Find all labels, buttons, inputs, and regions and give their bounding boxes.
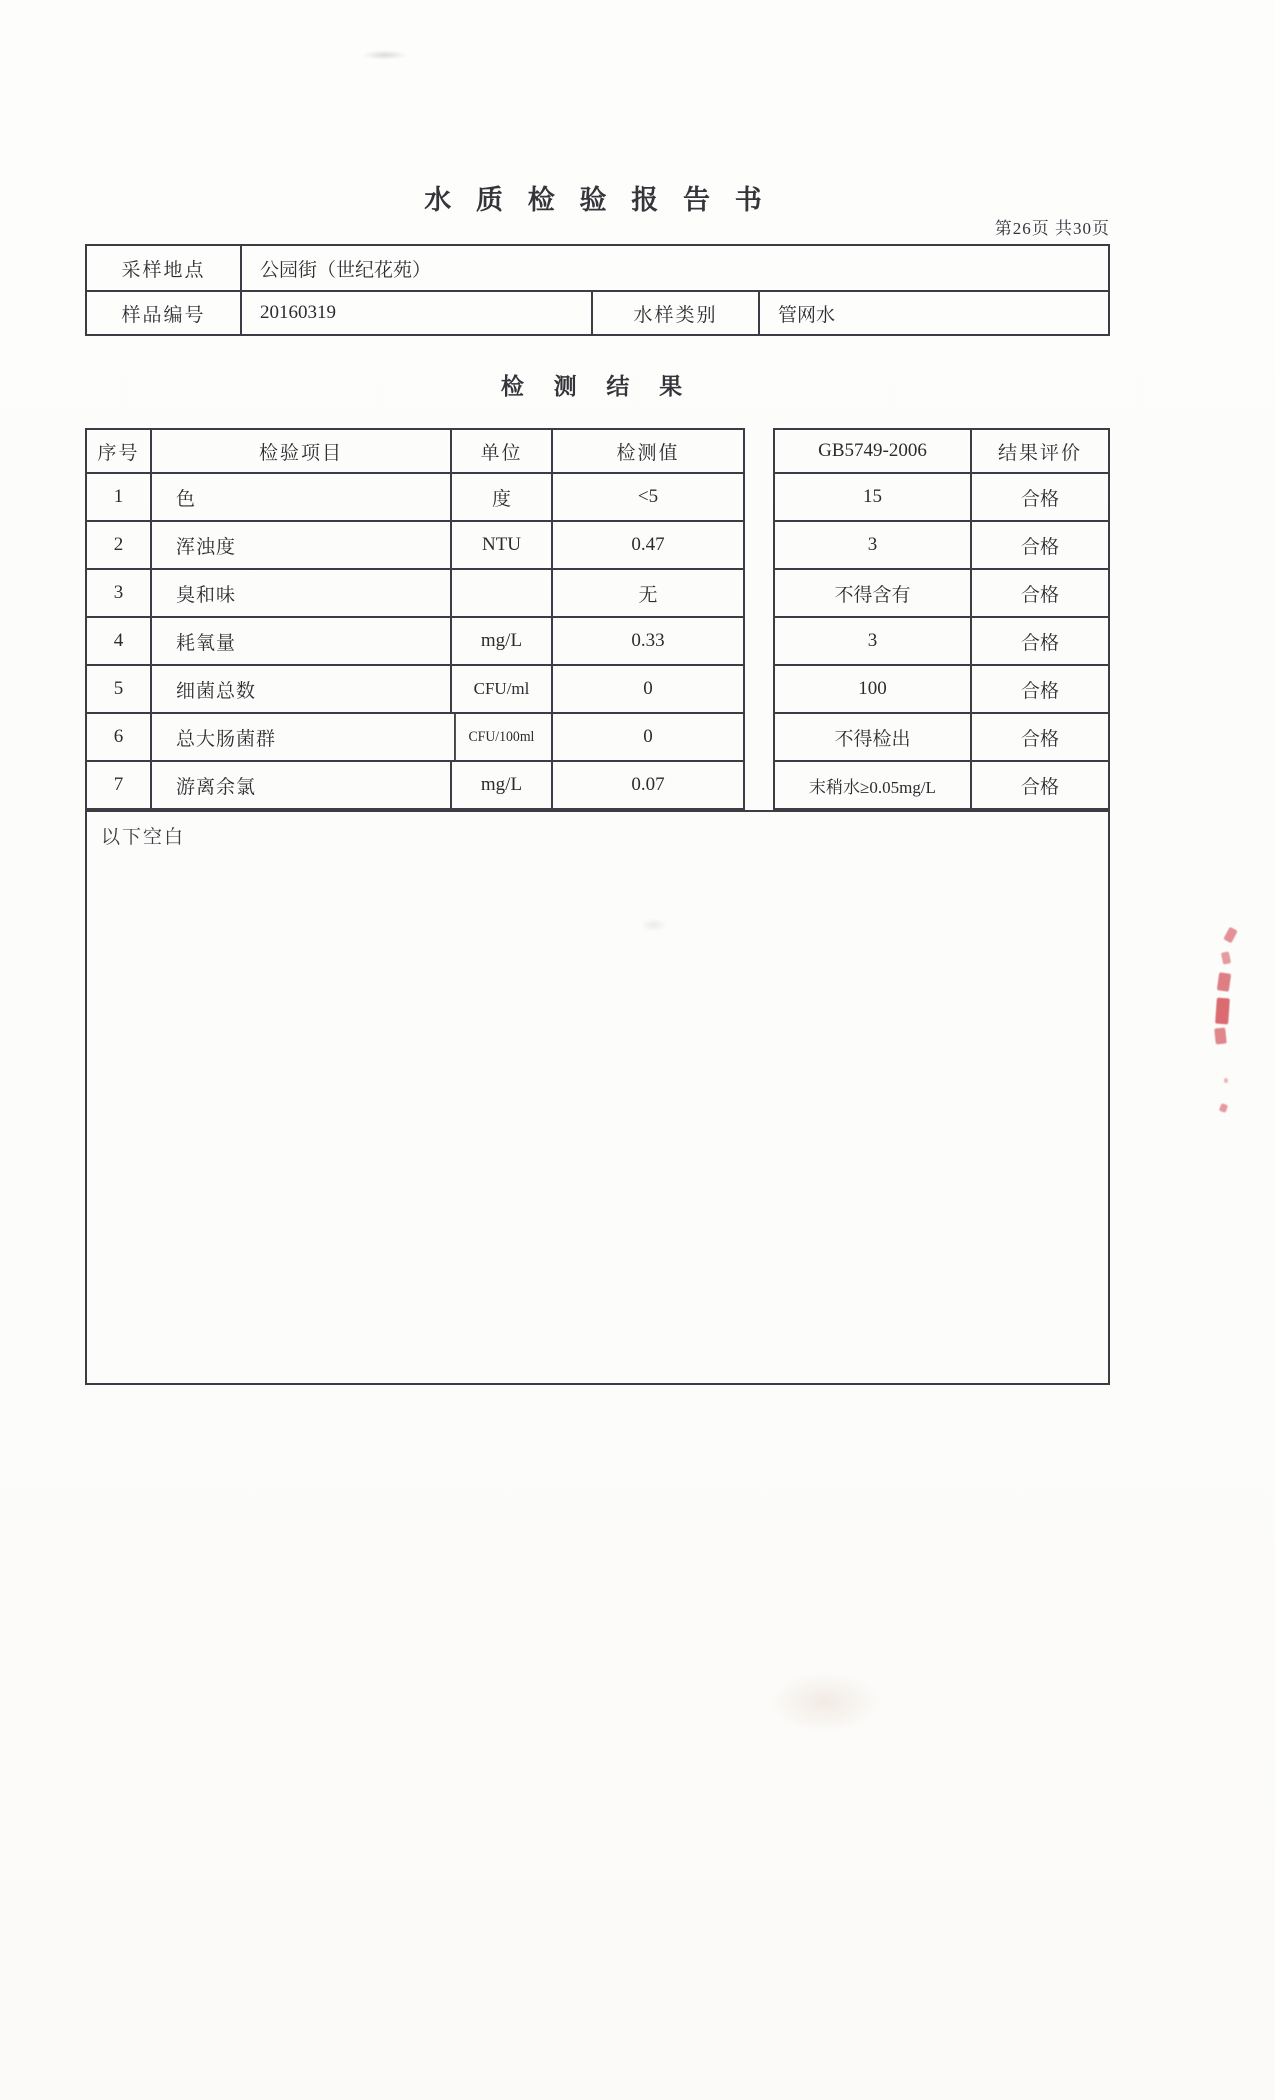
- header-standard: GB5749-2006: [818, 440, 927, 461]
- cell-value: <5: [551, 474, 743, 520]
- cell-standard: 100: [858, 678, 887, 699]
- cell-item: 浑浊度: [150, 522, 450, 568]
- result-row: [87, 520, 743, 568]
- standards-header-row: [775, 430, 1108, 472]
- result-row: [87, 712, 743, 760]
- header-value: 检测值: [551, 430, 743, 472]
- sample-info-table: [85, 244, 1110, 336]
- cell-value: 0.47: [551, 522, 743, 568]
- standard-row: [775, 760, 1108, 808]
- cell-evaluation: 合格: [970, 474, 1108, 520]
- cell-no: 2: [113, 534, 124, 555]
- cell-item: 游离余氯: [150, 762, 450, 808]
- header-unit: 单位: [450, 430, 551, 472]
- water-type-label: 水样类别: [591, 292, 758, 334]
- blank-area: [85, 810, 1110, 1385]
- cell-no: 5: [113, 678, 124, 699]
- cell-standard: 不得检出: [834, 728, 911, 750]
- cell-evaluation: 合格: [970, 714, 1108, 760]
- cell-standard: 不得含有: [834, 584, 911, 606]
- results-table-right: [773, 428, 1110, 810]
- standard-row: [775, 520, 1108, 568]
- cell-unit: mg/L: [450, 762, 551, 808]
- cell-unit: [450, 570, 551, 616]
- cell-unit: NTU: [450, 522, 551, 568]
- page-number: 第26页 共30页: [994, 219, 1110, 238]
- sample-number-label: 样品编号: [121, 304, 206, 326]
- header-evaluation: 结果评价: [970, 430, 1108, 472]
- cell-unit: 度: [450, 474, 551, 520]
- cell-item: 细菌总数: [150, 666, 450, 712]
- scan-smudge: [770, 1672, 880, 1732]
- standard-row: [775, 616, 1108, 664]
- cell-value: 0: [551, 666, 743, 712]
- cell-no: 3: [113, 582, 124, 603]
- cell-no: 4: [113, 630, 124, 651]
- cell-evaluation: 合格: [970, 570, 1108, 616]
- result-row: [87, 616, 743, 664]
- header-no: 序号: [97, 442, 140, 464]
- cell-unit: CFU/100ml: [454, 714, 547, 760]
- cell-standard: 末稍水≥0.05mg/L: [809, 777, 936, 797]
- cell-unit: CFU/ml: [450, 666, 551, 712]
- cell-no: 6: [113, 726, 124, 747]
- result-row: [87, 568, 743, 616]
- cell-evaluation: 合格: [970, 762, 1108, 808]
- result-row: [87, 760, 743, 808]
- cell-evaluation: 合格: [970, 618, 1108, 664]
- cell-item: 耗氧量: [150, 618, 450, 664]
- results-header-row: [87, 430, 743, 472]
- cell-unit: mg/L: [450, 618, 551, 664]
- scan-smudge: [362, 50, 408, 60]
- cell-value: 0: [551, 714, 743, 760]
- standard-row: [775, 472, 1108, 520]
- sample-row-location: [87, 246, 1108, 290]
- cell-standard: 3: [867, 630, 878, 651]
- sampling-location-label: 采样地点: [121, 259, 206, 281]
- cell-item: 色: [150, 474, 450, 520]
- result-row: [87, 664, 743, 712]
- standard-row: [775, 664, 1108, 712]
- result-row: [87, 472, 743, 520]
- header-item: 检验项目: [150, 430, 450, 472]
- cell-value: 0.07: [551, 762, 743, 808]
- cell-no: 1: [113, 486, 124, 507]
- cell-value: 0.33: [551, 618, 743, 664]
- cell-evaluation: 合格: [970, 666, 1108, 712]
- blank-area-label: 以下空白: [101, 827, 186, 848]
- cell-standard: 15: [863, 486, 882, 507]
- red-stamp-smudge: [1210, 928, 1244, 1113]
- sample-number-value: 20160319: [240, 292, 591, 334]
- water-type-value: 管网水: [758, 292, 1108, 334]
- sample-row-number: [87, 290, 1108, 334]
- page-title: 水 质 检 验 报 告 书: [424, 185, 771, 215]
- cell-evaluation: 合格: [970, 522, 1108, 568]
- sampling-location-value: 公园街（世纪花苑）: [240, 246, 1108, 290]
- cell-item: 臭和味: [150, 570, 450, 616]
- cell-standard: 3: [867, 534, 878, 555]
- section-title: 检 测 结 果: [500, 374, 695, 399]
- cell-no: 7: [113, 774, 124, 795]
- results-table-left: [85, 428, 745, 810]
- cell-value: 无: [551, 570, 743, 616]
- cell-item: 总大肠菌群: [150, 714, 450, 760]
- standard-row: [775, 568, 1108, 616]
- standard-row: [775, 712, 1108, 760]
